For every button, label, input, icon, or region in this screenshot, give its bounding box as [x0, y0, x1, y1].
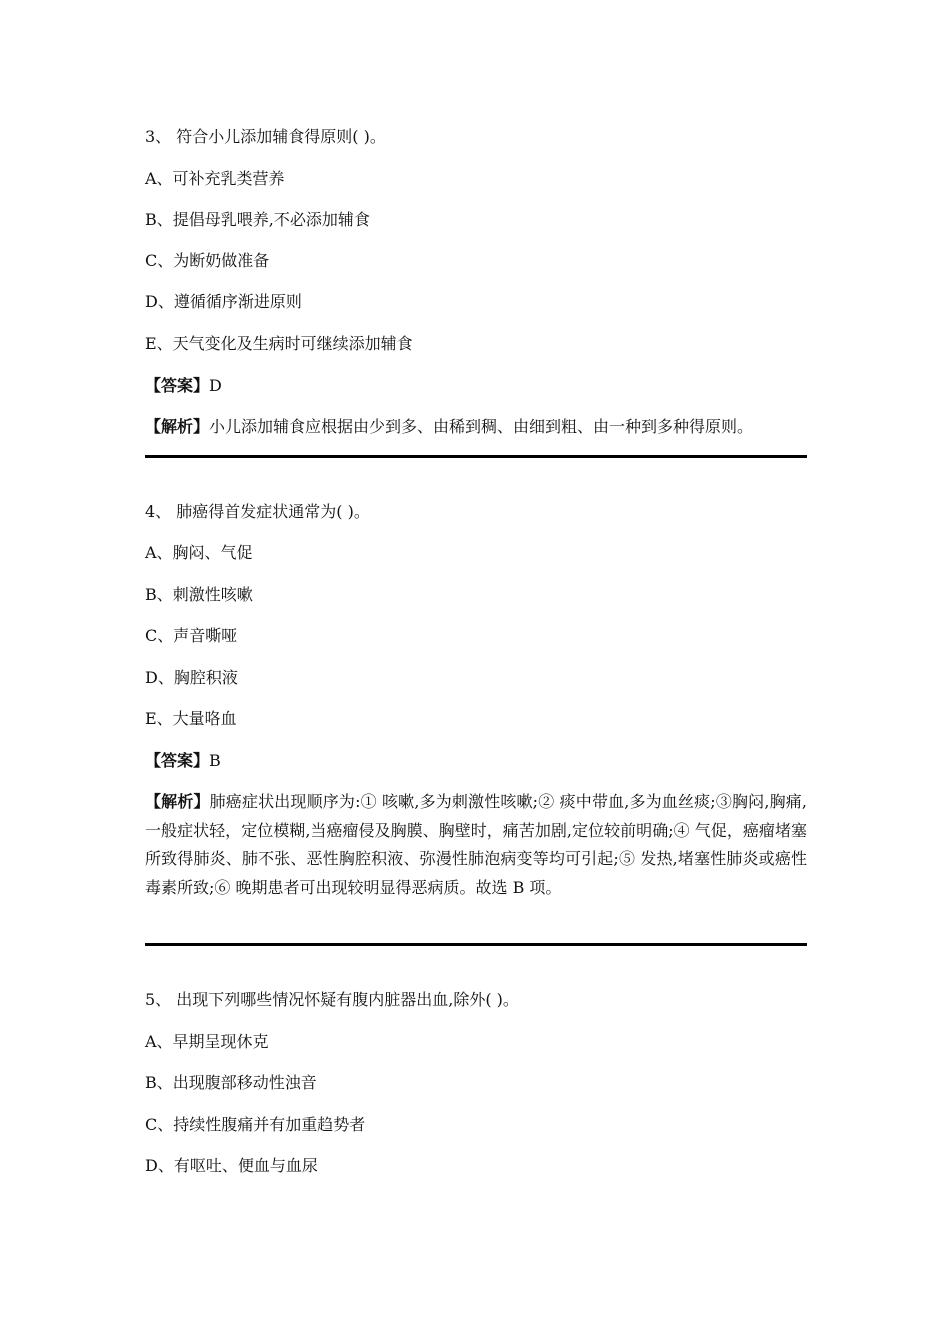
question-4-option-e: E、大量咯血 [145, 709, 237, 728]
divider-rule [145, 455, 807, 458]
question-3-option-c: C、为断奶做准备 [145, 251, 270, 270]
answer-label: 【答案】 [145, 751, 210, 770]
question-4-option-c: C、声音嘶哑 [145, 626, 238, 645]
analysis-label: 【解析】 [145, 792, 210, 811]
question-4-answer [145, 751, 221, 771]
question-3-option-a: A、可补充乳类营养 [145, 169, 285, 188]
question-4-analysis [145, 788, 807, 902]
answer-value: D [209, 376, 222, 395]
question-5-option-c: C、持续性腹痛并有加重趋势者 [145, 1115, 366, 1134]
question-3-stem: 3、 符合小儿添加辅食得原则( )。 [145, 127, 386, 146]
question-5-option-b: B、出现腹部移动性浊音 [145, 1073, 317, 1092]
question-4-option-d: D、胸腔积液 [145, 668, 238, 687]
question-4-option-b: B、刺激性咳嗽 [145, 585, 253, 604]
question-3-answer [145, 376, 222, 396]
divider-rule [145, 943, 807, 946]
analysis-label: 【解析】 [145, 417, 210, 436]
question-4-stem: 4、 肺癌得首发症状通常为( )。 [145, 502, 370, 521]
question-3-analysis [145, 417, 753, 437]
analysis-text: 小儿添加辅食应根据由少到多、由稀到稠、由细到粗、由一种到多种得原则。 [209, 417, 754, 436]
question-4-option-a: A、胸闷、气促 [145, 543, 253, 562]
question-3-option-b: B、提倡母乳喂养,不必添加辅食 [145, 210, 370, 229]
answer-label: 【答案】 [145, 376, 210, 395]
answer-value: B [209, 751, 221, 770]
question-5-option-d: D、有呕吐、便血与血尿 [145, 1156, 318, 1175]
analysis-text: 肺癌症状出现顺序为:① 咳嗽,多为刺激性咳嗽;② 痰中带血,多为血丝痰;③胸闷,胸痛,一般症状轻，定位模糊,当癌瘤侵及胸膜、胸壁时，痛苦加剧,定位较前明确;④ 气促，癌瘤堵塞所致得肺炎、肺不张、恶性胸腔积液、弥漫性肺泡病变等均可引起;⑤ 发热,堵塞性肺炎或癌性毒素所致;⑥ 晚期患者可出现较明显得恶病质。故选 B 项。 [145, 792, 807, 897]
question-3-option-d: D、遵循循序渐进原则 [145, 292, 302, 311]
question-5-option-a: A、早期呈现休克 [145, 1032, 269, 1051]
question-5-stem: 5、 出现下列哪些情况怀疑有腹内脏器出血,除外( )。 [145, 990, 519, 1009]
question-3-option-e: E、天气变化及生病时可继续添加辅食 [145, 334, 413, 353]
